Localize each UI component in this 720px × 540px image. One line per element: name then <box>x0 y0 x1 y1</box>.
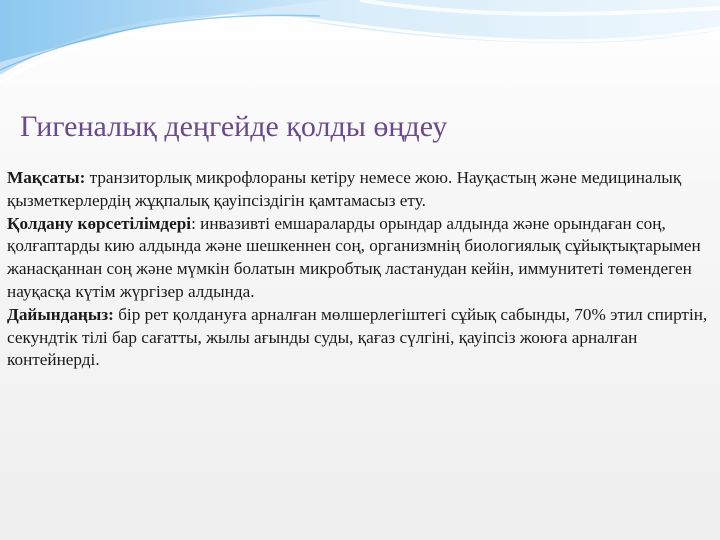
purpose-paragraph <box>7 167 713 213</box>
indications-label: Қолдану көрсетілімдері <box>7 213 192 233</box>
wave-decoration <box>0 0 720 120</box>
preparation-label: Дайындаңыз: <box>7 304 114 324</box>
purpose-text: транзиторлық микрофлораны кетіру немесе жою. Науқастың және медициналық қызметкерлердің жұқпалық қауіпсіздігін қамтамасыз ету. <box>7 168 682 210</box>
indications-paragraph <box>7 213 713 304</box>
purpose-label: Мақсаты: <box>7 168 86 187</box>
slide-title: Гигеналық деңгейде қолды өңдеу <box>20 110 448 143</box>
slide-body <box>7 167 713 372</box>
indications-text: : инвазивті емшараларды орындар алдында және орындаған соң, қолғаптарды кию алдында және шешкеннен соң, организмнің биологиялық сұйықтықтарымен жанасқаннан соң және мүмкін болатын микробтық ластанудан кейін, иммунитеті төмендеген науқасқа күтім жүргізер алдында. <box>7 213 701 301</box>
preparation-paragraph <box>7 304 713 372</box>
preparation-text: бір рет қолдануға арналған мөлшерлегіштегі сұйық сабынды, 70% этил спиртін, секундтік тілі бар сағатты, жылы ағынды суды, қағаз сүлгіні, қауіпсіз жоюға арналған контейнерді. <box>7 304 708 370</box>
